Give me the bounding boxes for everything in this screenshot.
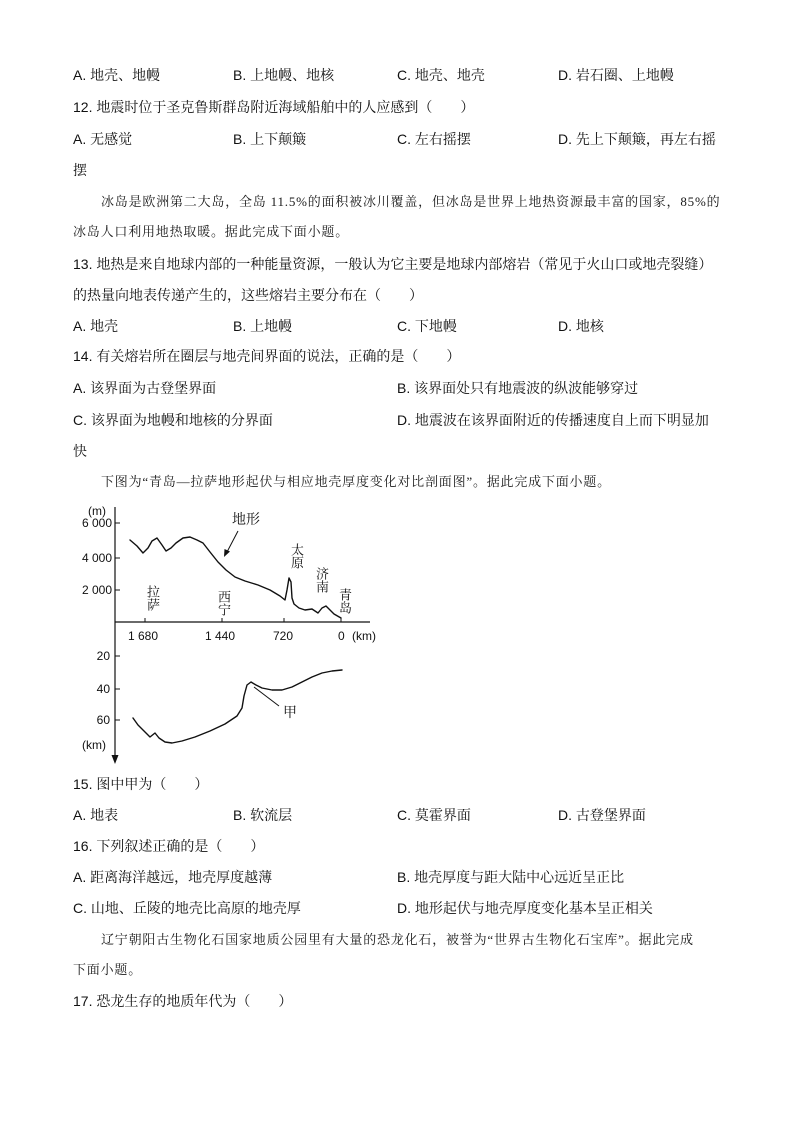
q11-option-c: C. 地壳、地壳 [397,67,485,83]
city-label-qingdao: 青岛 [337,588,352,614]
crust-thickness-curve [133,670,342,743]
distance-tick-label: 1 680 [128,629,159,643]
elevation-tick-label: 6 000 [81,516,112,530]
distance-tick-label: 0 [338,629,345,643]
distance-unit: (km) [352,629,376,643]
q13-option-d: D. 地核 [558,318,604,334]
q16-option-c: C. 山地、丘陵的地壳比高原的地壳厚 [73,900,301,916]
elevation-tick-label: 2 000 [81,583,112,597]
q12-option-d: D. 先上下颠簸，再左右摇 [558,131,716,147]
depth-tick-label: 60 [96,713,110,727]
q12-option-b: B. 上下颠簸 [233,131,307,147]
q14-option-a: A. 该界面为古登堡界面 [73,380,217,396]
q12-option-a: A. 无感觉 [73,131,133,147]
q14-stem: 14. 有关熔岩所在圈层与地壳间界面的说法，正确的是（ ） [73,348,461,364]
distance-tick-label: 1 440 [205,629,236,643]
q15-option-a: A. 地表 [73,807,119,823]
passage-iceland-line-1: 冰岛是欧洲第二大岛，全岛 11.5%的面积被冰川覆盖，但冰岛是世界上地热资源最丰富的国家，85%的 [101,194,721,209]
q14-option-b: B. 该界面处只有地震波的纵波能够穿过 [397,380,639,396]
depth-tick-label: 40 [96,682,110,696]
q13-stem-line-2: 的热量向地表传递产生的，这些熔岩主要分布在（ ） [73,287,423,303]
q14-option-d-continued: 快 [73,443,87,459]
q16-stem: 16. 下列叙述正确的是（ ） [73,838,265,854]
city-label-jinan: 济南 [314,567,329,593]
elevation-tick-label: 4 000 [81,551,112,565]
q13-option-c: C. 下地幔 [397,318,457,334]
q16-option-b: B. 地壳厚度与距大陆中心远近呈正比 [397,869,625,885]
city-label-lhasa: 拉萨 [145,585,160,611]
city-label-xining: 西宁 [216,590,231,616]
terrain-curve [130,537,341,618]
city-label-taiyuan: 太原 [289,543,304,569]
terrain-label: 地形 [232,511,260,527]
passage-iceland-line-2: 冰岛人口利用地热取暖。据此完成下面小题。 [73,224,350,239]
q11-option-b: B. 上地幔、地核 [233,67,335,83]
q12-option-c: C. 左右摇摆 [397,131,471,147]
q14-option-c: C. 该界面为地幔和地核的分界面 [73,412,273,428]
q15-option-d: D. 古登堡界面 [558,807,646,823]
distance-tick-label: 720 [273,629,294,643]
q12-option-d-continued: 摆 [73,162,87,178]
terrain-pointer-arrowhead [224,549,230,557]
depth-unit: (km) [82,738,106,752]
q11-option-a: A. 地壳、地幔 [73,67,161,83]
q13-stem-line-1: 13. 地热是来自地球内部的一种能量资源，一般认为它主要是地球内部熔岩（常见于火山口或地壳裂缝） [73,256,713,272]
q17-stem: 17. 恐龙生存的地质年代为（ ） [73,993,293,1009]
q16-option-a: A. 距离海洋越远，地壳厚度越薄 [73,869,273,885]
q12-stem: 12. 地震时位于圣克鲁斯群岛附近海域船舶中的人应感到（ ） [73,99,475,115]
elevation-unit: (m) [88,504,106,518]
crust-label-jia: 甲 [283,704,297,720]
terrain-pointer [227,531,238,552]
depth-tick-label: 20 [96,649,110,663]
q16-option-d: D. 地形起伏与地壳厚度变化基本呈正相关 [397,900,653,916]
q11-option-d: D. 岩石圈、上地幔 [558,67,674,83]
vertical-axis-arrow [112,755,119,764]
passage-fossil-line-2: 下面小题。 [73,962,143,977]
passage-profile: 下图为“青岛—拉萨地形起伏与相应地壳厚度变化对比剖面图”。据此完成下面小题。 [101,474,611,489]
q13-option-b: B. 上地幔 [233,318,293,334]
q14-option-d: D. 地震波在该界面附近的传播速度自上而下明显加 [397,412,709,428]
q15-stem: 15. 图中甲为（ ） [73,776,209,792]
passage-fossil-line-1: 辽宁朝阳古生物化石国家地质公园里有大量的恐龙化石，被誉为“世界古生物化石宝库”。据此完成 [101,932,694,947]
q15-option-b: B. 软流层 [233,807,293,823]
q13-option-a: A. 地壳 [73,318,119,334]
profile-figure [70,500,390,770]
q15-option-c: C. 莫霍界面 [397,807,471,823]
